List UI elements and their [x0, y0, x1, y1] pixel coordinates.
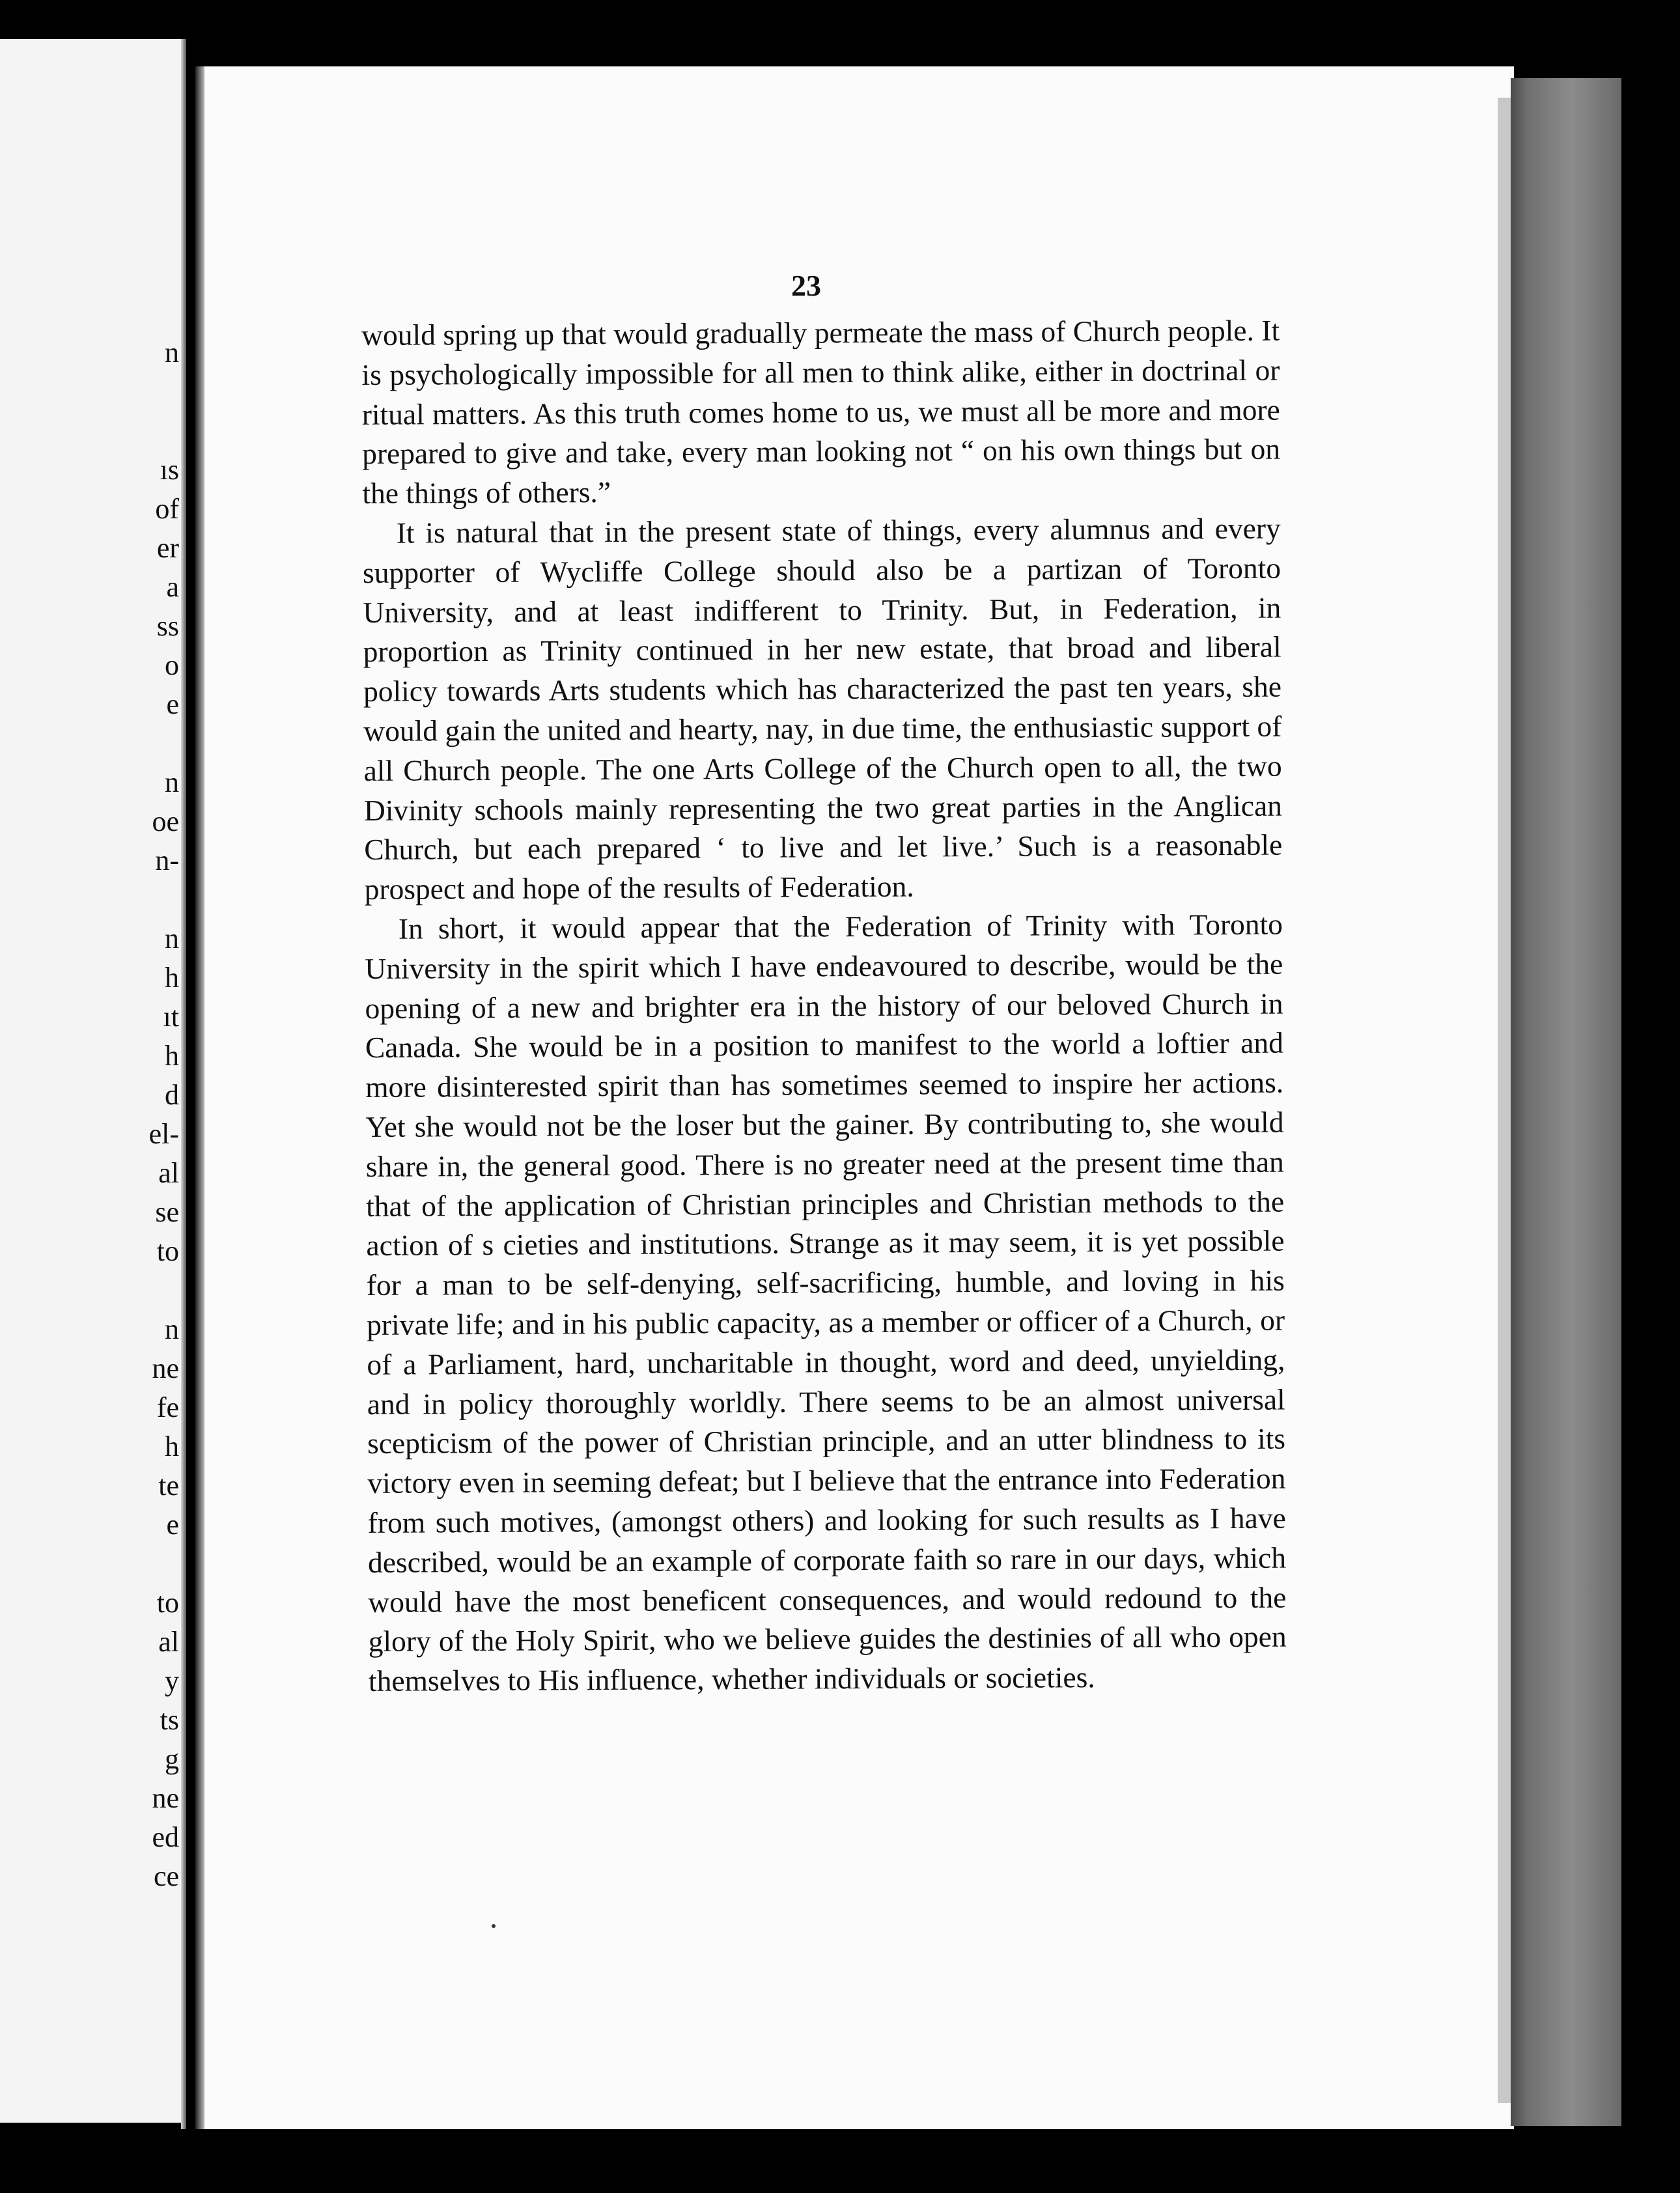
page-number: 23	[791, 269, 821, 302]
left-page-fragment: se	[155, 1196, 179, 1228]
left-page-fragment: er	[156, 532, 179, 564]
left-page-fragment: h	[165, 1431, 179, 1462]
left-page-fragment: n	[165, 766, 179, 798]
left-page-fragment: n-	[155, 845, 179, 876]
left-page-fragment: oe	[152, 805, 179, 837]
left-page-fragment: n	[165, 1313, 179, 1345]
left-page-fragment: of	[155, 493, 179, 525]
left-page-fragment: to	[156, 1587, 179, 1619]
left-page-fragment: te	[158, 1470, 179, 1502]
paragraph: In short, it would appear that the Federation of Trinity with Toronto University in the spirit which I have endeavoured to describe, would be the opening of a new and brighter era in the history of our beloved Church in Canada. She would be in a position to manifest to the world a loftier and more disinterested spirit than has sometimes seemed to inspire her actions. Yet she would not be the loser but the gainer. By contributing to, she would share in, the general good. There is no greater need at the present time than that of the application of Christian principles and Christian methods to the action of s cieties and institutions. Strange as it may seem, it is yet possible for a man to be self-denying, self-sacrificing, humble, and loving in his private life; and in his public capacity, as a member or officer of a Church, or of a Parliament, hard, uncharitable in thought, word and deed, unyielding, and in policy thoroughly worldly. There seems to be an almost universal scepticism of the power of Christian principle, and an utter blindness to its victory even in seeming defeat; but I believe that the entrance into Federation from such motives, (amongst others) and looking for such results as I have described, would be an example of corporate faith so rare in our days, which would have the most beneficent consequences, and would redound to the glory of the Holy Spirit, who we believe guides the destinies of all who open themselves to His influence, whether individuals or societies.	[365, 907, 1287, 1698]
page-stack-edge	[1511, 78, 1621, 2126]
left-page-fragment: ne	[152, 1782, 179, 1814]
left-page-fragment: h	[165, 1040, 179, 1072]
left-page-fragment: d	[165, 1079, 179, 1111]
paragraph: It is natural that in the present state of things, every alumnus and every supporter of Wycliffe College should also be a partizan of Toronto University, and at least indifferent to Trinity. But, in Federation, in proportion as Trinity continued in her new estate, that broad and liberal policy towards Arts students which has characterized the past ten years, she would gain the united and hearty, nay, in due time, the enthusiastic support of all Church people. The one Arts College of the Church open to all, the two Divinity schools mainly representing the two great parties in the Anglican Church, but each prepared ‘ to live and let live.’ Such is a reasonable prospect and hope of the results of Federation.	[362, 511, 1283, 906]
left-page-fragment: ıt	[163, 1001, 179, 1033]
left-page-fragment: fe	[156, 1391, 179, 1423]
body-text	[361, 311, 1287, 1701]
left-page-fragment: e	[166, 688, 179, 720]
left-page-fragment: ne	[152, 1352, 179, 1384]
ink-speck	[492, 1924, 496, 1928]
left-page-fragment: ıs	[160, 454, 179, 486]
left-page-fragment: g	[165, 1743, 179, 1775]
left-page-fragment: al	[158, 1157, 179, 1189]
left-page-fragment: n	[165, 923, 179, 955]
left-page-fragment: ce	[153, 1860, 179, 1892]
left-page-fragment: a	[166, 571, 179, 603]
left-page-fragment: h	[165, 962, 179, 994]
left-page-fragment: y	[165, 1665, 179, 1697]
left-page-fragment: ss	[156, 610, 179, 642]
left-page-fragment: n	[165, 337, 179, 369]
left-page-fragment: o	[165, 649, 179, 681]
left-page-fragment: ed	[152, 1821, 179, 1853]
page-left-border	[195, 66, 204, 2129]
left-page-fragment: el-	[148, 1118, 179, 1150]
left-page-fragment: al	[158, 1626, 179, 1658]
paragraph: would spring up that would gradually permeate the mass of Church people. It is psychologically impossible for all men to think alike, either in doctrinal or ritual matters. As this truth comes home to us, we must all be more and more prepared to give and take, every man looking not “ on his own things but on the things of others.”	[361, 313, 1281, 510]
left-page-fragment: e	[166, 1509, 179, 1541]
left-page-fragment: to	[156, 1235, 179, 1267]
left-page-gutter	[181, 39, 186, 2129]
left-page-fragment: ts	[160, 1704, 179, 1736]
